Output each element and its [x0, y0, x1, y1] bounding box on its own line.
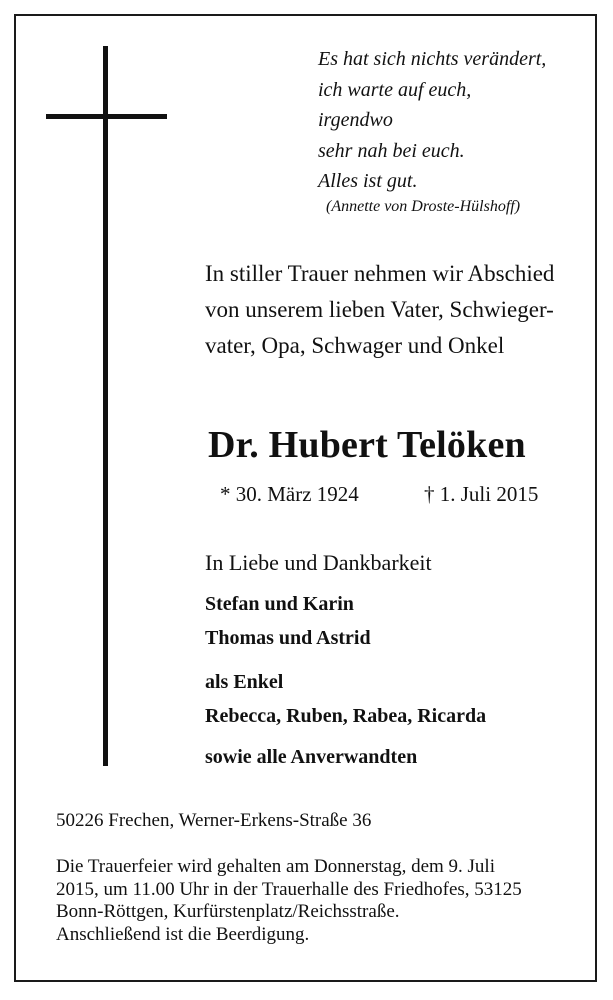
grandchildren-label: als Enkel — [205, 671, 284, 693]
mourners-intro: In Liebe und Dankbarkeit — [205, 550, 432, 575]
service-line: 2015, um 11.00 Uhr in der Trauerhalle des Friedhofes, 53125 — [56, 878, 522, 900]
farewell-line: In stiller Trauer nehmen wir Abschied — [205, 261, 555, 286]
mourner-line: Thomas und Astrid — [205, 627, 371, 649]
cross-horizontal-bar — [46, 114, 167, 119]
poem-line: Alles ist gut. — [318, 170, 418, 192]
poem-author: (Annette von Droste-Hülshoff) — [326, 198, 521, 215]
poem-line: ich warte auf euch, — [318, 78, 472, 101]
mourner-line: Stefan und Karin — [205, 593, 354, 615]
farewell-line: von unserem lieben Vater, Schwieger- — [205, 297, 554, 322]
farewell-text — [205, 256, 554, 364]
service-info — [56, 856, 522, 946]
birth-date: * 30. März 1924 — [220, 482, 359, 506]
poem-line: sehr nah bei euch. — [318, 139, 465, 162]
service-line: Anschließend ist die Beerdigung. — [56, 923, 310, 945]
service-line: Die Trauerfeier wird gehalten am Donnerstag, dem 9. Juli — [56, 856, 495, 877]
poem-line: irgendwo — [318, 109, 393, 131]
address: 50226 Frechen, Werner-Erkens-Straße 36 — [56, 810, 372, 831]
poem-line: Es hat sich nichts verändert, — [318, 48, 547, 70]
poem — [318, 44, 588, 197]
death-date: † 1. Juli 2015 — [424, 482, 539, 506]
cross-vertical-bar — [103, 46, 108, 766]
service-line: Bonn-Röttgen, Kurfürstenplatz/Reichsstraße. — [56, 901, 400, 922]
grandchildren-names: Rebecca, Ruben, Rabea, Ricarda — [205, 705, 487, 727]
deceased-name: Dr. Hubert Telöken — [208, 424, 526, 466]
farewell-line: vater, Opa, Schwager und Onkel — [205, 333, 505, 358]
relatives-line: sowie alle Anverwandten — [205, 746, 418, 768]
